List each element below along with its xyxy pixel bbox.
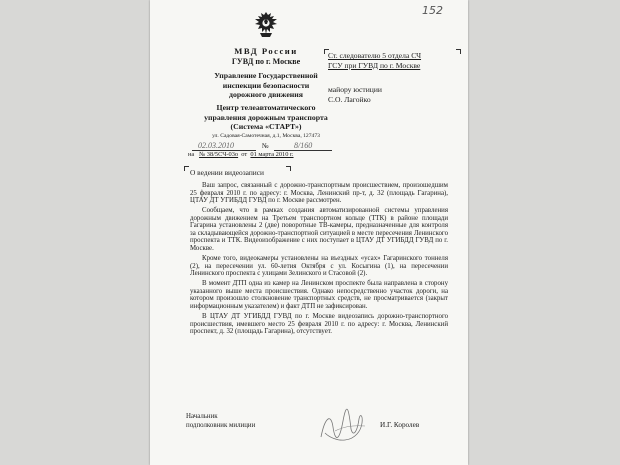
recipient-line: ГСУ при ГУВД по г. Москве <box>328 60 421 70</box>
recipient-bracket-right <box>456 49 461 54</box>
body-paragraph: Кроме того, видеокамеры установлены на въездных «усах» Гагаринского тоннеля (2), на пересечении ул. 60-летия Октября с ул. Косыгина (1), на пересечении Ленинского проспекта с улицами Зелинского и Стасовой (2). <box>190 255 448 278</box>
subject-bracket-right <box>286 166 291 171</box>
reply-from: от <box>241 151 248 158</box>
outgoing-reference <box>192 141 342 151</box>
recipient-rank: майору юстиции <box>328 85 382 94</box>
mvd-emblem-icon <box>248 7 284 43</box>
subject-bracket-left <box>184 166 189 171</box>
body-paragraph: Сообщаем, что в рамках создания автоматизированной системы управления дорожным движением на Третьем транспортном кольце (ТТК) в районе площади Гагарина установлены 2 (две) поворотные ТВ-камеры, предназначенные для контроля за складывающейся дорожно-транспортной ситуацией в месте пересечения Ленинского проспекта и ТТК. Видеоизображение с них поступает в ЦТАУ ДТ УГИБДД ГУВД по г. Москве. <box>190 207 448 252</box>
recipient-bracket-left <box>324 49 329 54</box>
document-page <box>150 0 468 465</box>
handwritten-number: 8/160 <box>294 141 313 150</box>
recipient-line: Ст. следователю 5 отдела СЧ <box>328 51 422 60</box>
body-paragraph: Ваш запрос, связанный с дорожно-транспортным происшествием, произошедшим 25 февраля 2010 г. по адресу: г. Москва, Ленинский пр-т, д. 32 (площадь Гагарина), ЦТАУ ДТ УГИБДД ГУВД по г. Москве рассмотрен. <box>190 182 448 205</box>
body-paragraph: В момент ДТП одна из камер на Ленинском проспекте была направлена в сторону указанного выше места происшествия. Однако непосредственно участок дороги, на котором произошло столкновение транспортных средств, не просматривается (закрыт информационным указателем) и факт ДТП не зафиксирован. <box>190 280 448 310</box>
center-line: (Система «СТАРТ») <box>230 122 302 132</box>
center-line: Центр телеавтоматического <box>216 103 316 112</box>
number-sign: № <box>262 142 269 150</box>
reply-date: 01 марта 2010 г. <box>250 151 294 158</box>
ministry-name: МВД России <box>234 46 298 56</box>
directorate-line: дорожного движения <box>229 90 303 100</box>
directorate-line: Управление Государственной <box>214 71 318 80</box>
letter-body <box>190 182 448 338</box>
recipient-rank-block <box>328 85 464 104</box>
center-line: управления дорожным транспорта <box>204 112 328 122</box>
reply-prefix: на <box>188 151 195 158</box>
reply-number: № 38/5СЧ-03о <box>199 151 239 158</box>
letterhead-address: ул. Садовая-Самотечная, д.1, Москва, 127473 <box>212 133 320 139</box>
signer-title <box>186 412 255 430</box>
letter-subject: О ведении видеозаписи <box>190 168 264 177</box>
handwritten-signature-icon <box>315 407 371 445</box>
signer-rank: подполковник милиции <box>186 422 256 429</box>
signer-name: И.Г. Королев <box>380 421 420 429</box>
handwritten-date: 02.03.2010 <box>198 141 234 150</box>
body-paragraph: В ЦТАУ ДТ УГИБДД ГУВД по г. Москве видеозапись дорожно-транспортного происшествия, имевшего место 25 февраля 2010 г. по адресу: г. Москва, Ленинский проспект, д. 32 (площадь Гагарина), отсутствует. <box>190 313 448 336</box>
recipient-name: С.О. Лагойко <box>328 94 371 104</box>
reply-reference <box>188 151 294 158</box>
directorate-line: инспекции безопасности <box>222 80 310 90</box>
signer-position: Начальник <box>186 413 218 420</box>
department-name: ГУВД по г. Москве <box>231 57 301 66</box>
recipient-block <box>328 51 464 70</box>
page-number: 152 <box>422 4 443 17</box>
center-name <box>170 103 362 132</box>
